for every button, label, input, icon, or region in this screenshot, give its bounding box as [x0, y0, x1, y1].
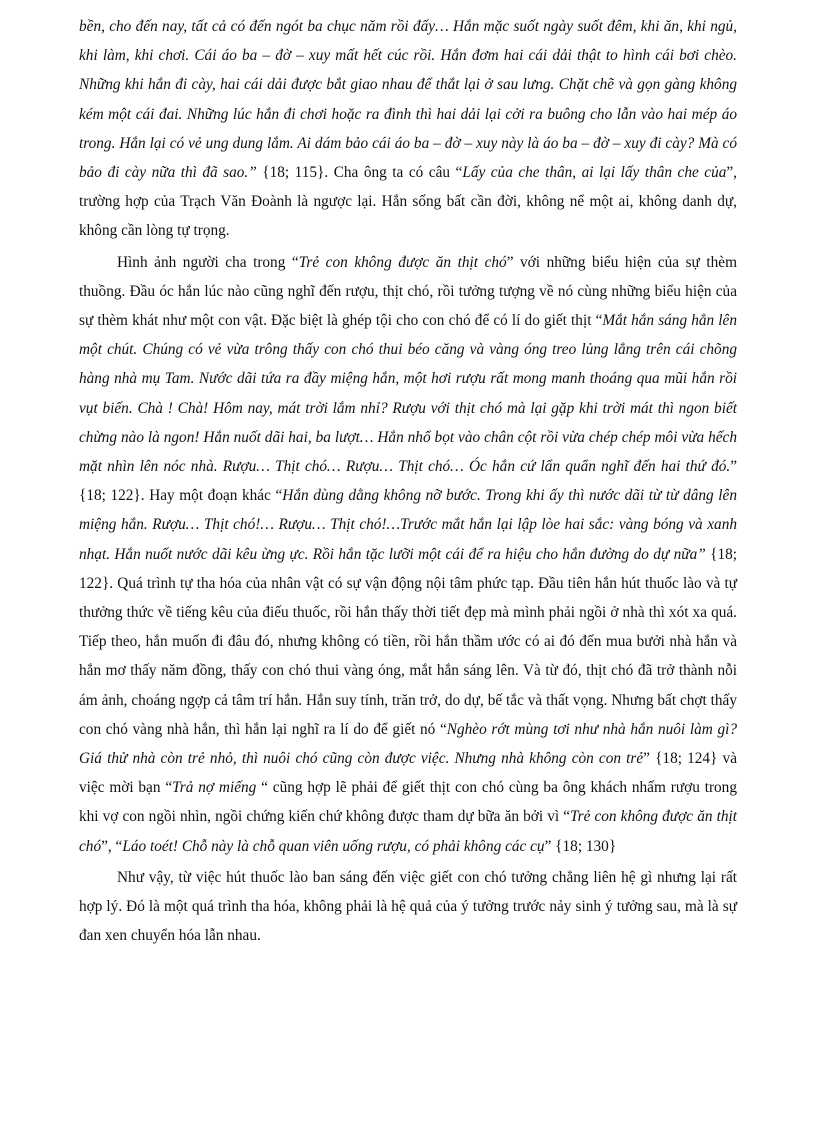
- body-text: {18; 122}. Quá trình tự tha hóa của nhân vật có sự vận động nội tâm phức tạp. Đầu tiên hắn hút thuốc lào và tự thưởng thức về tiếng kêu của điếu thuốc, rồi hắn thấy thời tiết đẹp mà mình phải ngồi ở nhà thì xót xa quá. Tiếp theo, hắn muốn đi đâu đó, nhưng không có tiền, rồi hắn thầm ước có ai đó đến mua bưởi nhà hắn và hắn mơ thấy năm đồng, thấy con chó thui vàng óng, mắt hắn sáng lên. Và từ đó, thịt chó đã trở thành nỗi ám ảnh, choáng ngợp cả tâm trí hắn. Hắn suy tính, trăn trở, do dự, bế tắc và thất vọng. Nhưng bất chợt thấy con chó vàng nhà hắn, thì hắn lại nghĩ ra lí do để giết nó “: [79, 545, 737, 738]
- body-text: ”, “: [101, 837, 123, 855]
- body-text: “ cũng hợp lẽ phải để giết thịt con chó cùng ba ông khách nhấm rượu trong khi vợ con ngồi nhìn, ngồi chứng kiến chứ không được tham dự bữa ăn bởi vì “: [79, 779, 737, 826]
- paragraph-2: [79, 248, 737, 861]
- body-text: ” {18; 130}: [544, 837, 617, 855]
- quoted-text: Láo toét! Chỗ này là chỗ quan viên uống rượu, có phải không các cụ: [122, 837, 545, 855]
- body-text: ”, trường hợp của Trạch Văn Đoành là ngược lại. Hắn sống bất cần đời, không nể một ai, không danh dự, không cần lòng tự trọng.: [79, 164, 737, 240]
- quoted-text: Lấy của che thân, ai lại lấy thân che của: [462, 164, 727, 182]
- body-text: Như vậy, từ việc hút thuốc lào ban sáng đến việc giết con chó tưởng chẳng liên hệ gì nhưng lại rất hợp lý. Đó là một quá trình tha hóa, không phải là hệ quả của ý tưởng trước nảy sinh ý tưởng sau, mà là sự đan xen chuyển hóa lẫn nhau.: [79, 868, 737, 945]
- paragraph-3: [79, 863, 737, 951]
- quoted-text: Trẻ con không được ăn thịt chó: [79, 808, 737, 855]
- quoted-text: Mắt hắn sáng hẳn lên một chút. Chúng có vẻ vừa trông thấy con chó thui béo căng và vàng óng treo lủng lẳng trên cái chõng hàng nhà mụ Tam. Nước dãi tứa ra đầy miệng hắn, một hơi rượu rất mong manh thoáng qua mũi hắn rồi vụt biến. Chà ! Chà! Hôm nay, mát trời lắm nhỉ? Rượu với thịt chó mà lại gặp khi trời mát thì ngon biết chừng nào là ngon! Hắn nuốt dãi hai, ba lượt… Hắn nhổ bọt vào chân cột rồi vừa chép chép môi vừa hếch mặt nhìn lên nóc nhà. Rượu… Thịt chó… Rượu… Thịt chó… Óc hắn cứ lẩn quẩn nghĩ đến hai thứ đó.: [79, 312, 737, 476]
- body-text: Hình ảnh người cha trong “: [117, 253, 299, 271]
- body-text: ” {18; 124} và việc mời bạn “: [79, 750, 737, 797]
- quoted-text: Trả nợ miếng: [172, 779, 257, 797]
- paragraph-1: [79, 12, 737, 246]
- quoted-text: bền, cho đến nay, tất cả có đến ngót ba chục năm rồi đấy… Hắn mặc suốt ngày suốt đêm, khi ăn, khi ngủ, khi làm, khi chơi. Cái áo ba – đờ – xuy mất hết cúc rồi. Hắn đơm hai cái dải thật to hình cái bơi chèo. Những khi hắn đi cày, hai cái dải được bắt giao nhau để thắt lại ở sau lưng. Chặt chẽ và gọn gàng không kém một cái đai. Những lúc hắn đi chơi hoặc ra đình thì hai dải lại cởi ra buông cho lẫn vào hai mép áo trong. Hắn lại có vẻ ung dung lắm. Ai dám bảo cái áo ba – đờ – xuy này là áo ba – đờ – xuy đi cày? Mà có bảo đi cày nữa thì đã sao.”: [79, 18, 737, 182]
- body-text: ” với những biểu hiện của sự thèm thuồng. Đầu óc hắn lúc nào cũng nghĩ đến rượu, thịt chó, rồi tưởng tượng về nó cùng những biểu hiện của sự thèm khát như một con vật. Đặc biệt là ghép tội cho con chó để có lí do giết thịt “: [79, 253, 737, 330]
- body-text: {18; 115}. Cha ông ta có câu “: [256, 164, 463, 182]
- quoted-text: Nghèo rớt mùng tơi như nhà hắn nuôi làm gì? Giá thử nhà còn trẻ nhỏ, thì nuôi chó cũng còn được việc. Nhưng nhà không còn con trẻ: [79, 720, 737, 768]
- body-text: ” {18; 122}. Hay một đoạn khác “: [79, 458, 737, 505]
- quoted-text: Hắn dùng dằng không nỡ bước. Trong khi ấy thì nước dãi từ từ dâng lên miệng hắn. Rượu… Thịt chó!… Rượu… Thịt chó!…Trước mắt hắn lại lập lòe hai sắc: vàng bóng và xanh nhạt. Hắn nuốt nước dãi kêu ừng ực. Rồi hắn tặc lưỡi một cái để ra hiệu cho hắn đường do dự nữa”: [79, 487, 737, 563]
- quoted-text: Trẻ con không được ăn thịt chó: [298, 253, 507, 271]
- document-page: [79, 12, 737, 951]
